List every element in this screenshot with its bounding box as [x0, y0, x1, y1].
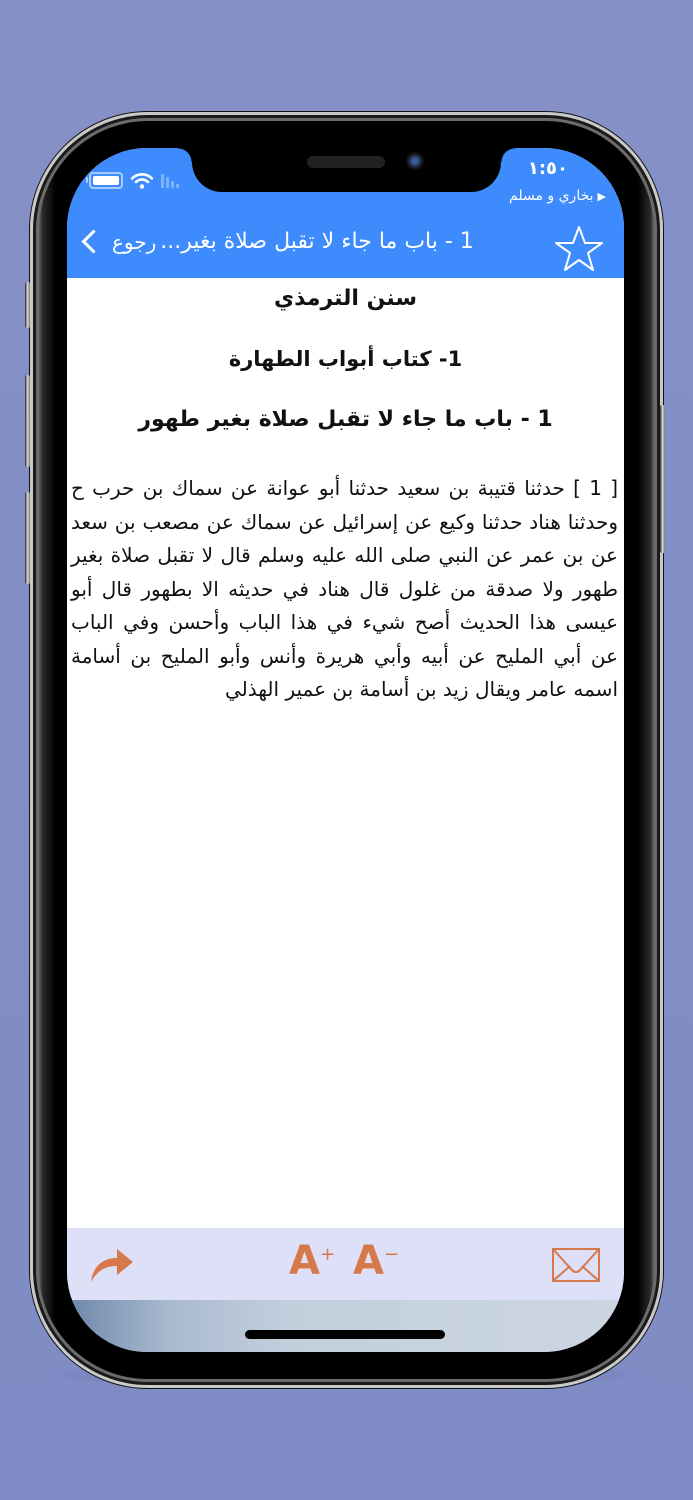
power-button [660, 405, 665, 553]
back-label: رجوع [112, 229, 157, 254]
play-triangle-icon: ▶ [597, 189, 606, 203]
navigation-bar [67, 218, 624, 278]
decorative-footer-pattern [67, 1300, 624, 1352]
speaker-grille [307, 156, 385, 168]
notch [192, 148, 501, 192]
home-indicator[interactable] [245, 1330, 445, 1339]
hadith-content [67, 278, 624, 1228]
cellular-signal-icon [161, 174, 179, 188]
back-to-app-link[interactable] [509, 188, 606, 204]
status-time: ١:٥٠ [527, 158, 568, 179]
book-title: سنن الترمذي [273, 286, 418, 311]
back-button[interactable] [79, 229, 474, 254]
front-camera [406, 152, 424, 170]
font-increase-button[interactable]: A+ [289, 1238, 336, 1284]
status-icons [89, 172, 179, 189]
star-outline-icon[interactable] [554, 224, 604, 274]
nav-title: 1 - باب ما جاء لا تقبل صلاة بغير... [160, 229, 474, 254]
section-title: 1 - باب ما جاء لا تقبل صلاة بغير طهور [138, 407, 553, 432]
volume-up-button [25, 375, 30, 467]
top-bar [67, 148, 624, 278]
share-arrow-icon[interactable] [87, 1244, 137, 1284]
chevron-left-icon [81, 229, 105, 253]
font-decrease-button[interactable]: A− [353, 1238, 400, 1284]
battery-icon [89, 172, 123, 189]
mute-switch [25, 282, 30, 328]
bottom-toolbar [67, 1228, 624, 1300]
envelope-icon[interactable] [552, 1248, 600, 1282]
volume-down-button [25, 492, 30, 584]
hadith-text: [ 1 ] حدثنا قتيبة بن سعيد حدثنا أبو عوانة عن سماك بن حرب ح وحدثنا هناد حدثنا وكيع عن إسرائيل عن سماك عن مصعب بن سعد عن بن عمر عن النبي صلى الله عليه وسلم قال لا تقبل صلاة بغير طهور ولا صدقة من غلول قال هناد في حديثه الا بطهور قال أبو عيسى هذا الحديث أصح شيء في هذا الباب وأحسن وفي الباب عن أبي المليح عن أبيه وأبي هريرة وأنس وأبو المليح بن أسامة اسمه عامر ويقال زيد بن أسامة بن عمير الهذلي [71, 476, 619, 701]
phone-screen [67, 148, 624, 1352]
chapter-title: 1- كتاب أبواب الطهارة [228, 347, 463, 371]
wifi-icon [131, 173, 153, 189]
back-to-app-label: بخاري و مسلم [509, 188, 594, 204]
